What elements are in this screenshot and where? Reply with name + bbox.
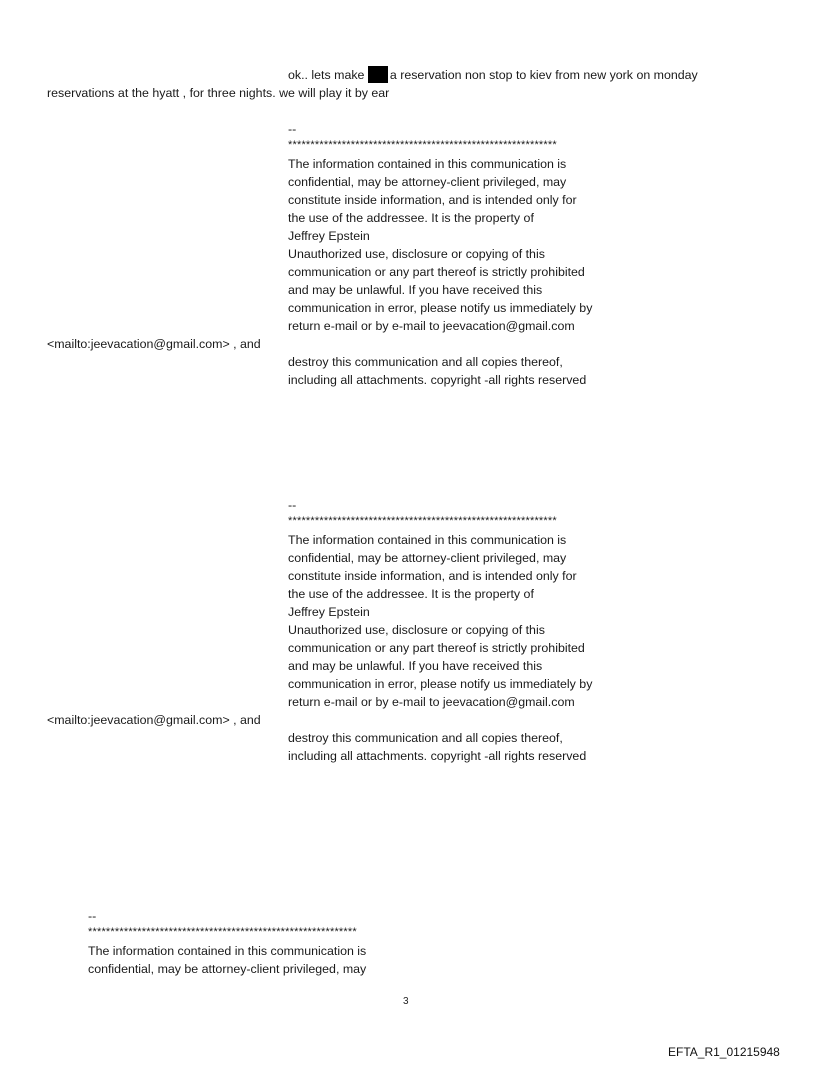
disclaimer-line: constitute inside information, and is intended only for [288,569,577,583]
signature-stars: ************************************************************ [88,926,357,938]
disclaimer-line: and may be unlawful. If you have received this [288,659,543,673]
disclaimer-line: Jeffrey Epstein [288,605,370,619]
disclaimer-line: The information contained in this communication is [288,533,567,547]
disclaimer-line: The information contained in this communication is [288,157,567,171]
email-line-1-start: ok.. lets make [288,68,368,82]
mailto-link-text: <mailto:jeevacation@gmail.com> , and [47,337,261,351]
disclaimer-line: constitute inside information, and is intended only for [288,193,577,207]
disclaimer-line: destroy this communication and all copies thereof, [288,355,563,369]
redaction-box [368,66,388,83]
disclaimer-line: the use of the addressee. It is the property of [288,587,534,601]
signature-stars: ************************************************************ [288,515,557,527]
disclaimer-line: confidential, may be attorney-client privileged, may [288,551,567,565]
disclaimer-line: including all attachments. copyright -all rights reserved [288,749,587,763]
disclaimer-line: and may be unlawful. If you have received this [288,283,543,297]
disclaimer-line: confidential, may be attorney-client privileged, may [288,175,567,189]
signature-dashes: -- [288,498,297,512]
disclaimer-line: communication in error, please notify us immediately by [288,301,593,315]
email-line-1 [288,66,698,84]
signature-dashes: -- [288,122,297,136]
disclaimer-line: Unauthorized use, disclosure or copying of this [288,247,545,261]
disclaimer-line: Jeffrey Epstein [288,229,370,243]
email-line-1-end: a reservation non stop to kiev from new york on monday [389,68,698,82]
disclaimer-line: the use of the addressee. It is the property of [288,211,534,225]
mailto-link-text: <mailto:jeevacation@gmail.com> , and [47,713,261,727]
document-id: EFTA_R1_01215948 [668,1045,780,1059]
disclaimer-line: communication or any part thereof is strictly prohibited [288,265,585,279]
disclaimer-line: return e-mail or by e-mail to jeevacation@gmail.com [288,695,575,709]
page-number: 3 [403,996,409,1007]
signature-dashes: -- [88,909,97,923]
disclaimer-line: return e-mail or by e-mail to jeevacation@gmail.com [288,319,575,333]
disclaimer-line: confidential, may be attorney-client privileged, may [88,962,367,976]
signature-stars: ************************************************************ [288,139,557,151]
disclaimer-line: including all attachments. copyright -all rights reserved [288,373,587,387]
disclaimer-line: The information contained in this communication is [88,944,367,958]
disclaimer-line: Unauthorized use, disclosure or copying of this [288,623,545,637]
disclaimer-line: communication in error, please notify us immediately by [288,677,593,691]
email-line-2: reservations at the hyatt , for three nights. we will play it by ear [47,86,390,100]
disclaimer-line: destroy this communication and all copies thereof, [288,731,563,745]
disclaimer-line: communication or any part thereof is strictly prohibited [288,641,585,655]
